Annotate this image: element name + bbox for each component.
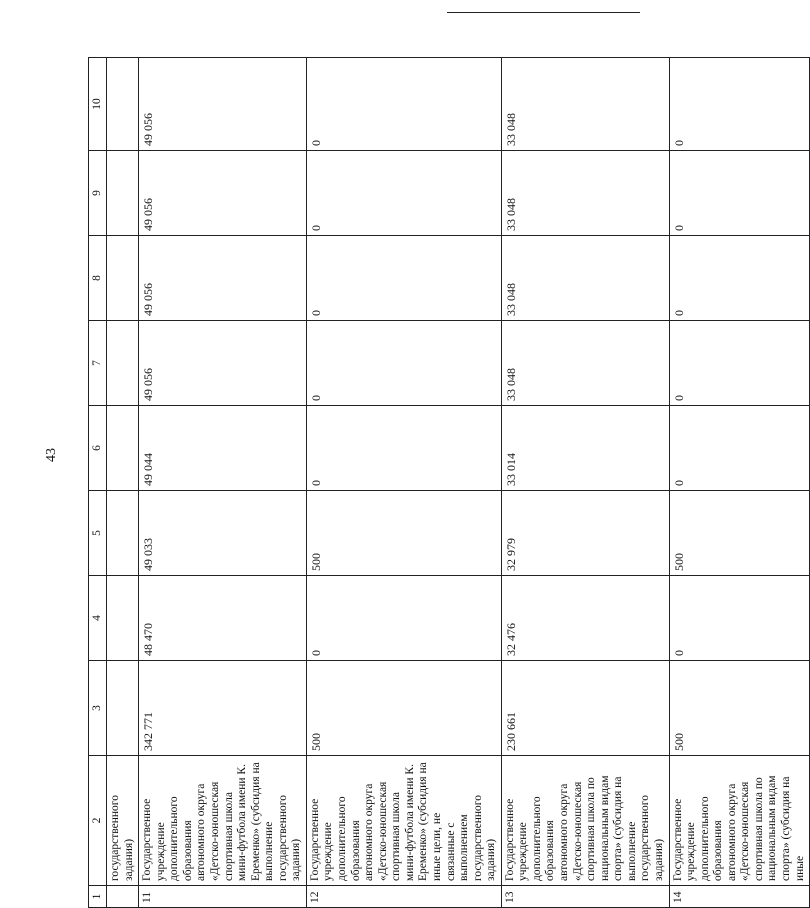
institution-name: Государственное учреждение дополнительного образования автономного округа «Детско-юношеская спортивная школа мини-футбола имени К. Еременко» (субсидия на выполнение государственного задания) (139, 756, 307, 886)
value-cell: 49 033 (139, 491, 307, 576)
header-cell: 3 (89, 661, 107, 756)
top-rule (447, 12, 640, 13)
header-cell: 1 (89, 886, 107, 908)
header-cell: 6 (89, 406, 107, 491)
continuation-text: государственного задания) (107, 756, 139, 886)
value-cell: 500 (669, 661, 810, 756)
header-cell: 4 (89, 576, 107, 661)
value-cell: 0 (669, 406, 810, 491)
value-cell: 49 056 (139, 321, 307, 406)
value-cell: 0 (669, 321, 810, 406)
row-number: 12 (306, 886, 501, 908)
value-cell: 0 (306, 236, 501, 321)
continuation-row (107, 58, 139, 908)
value-cell: 48 470 (139, 576, 307, 661)
value-cell: 0 (669, 236, 810, 321)
row-number: 11 (139, 886, 307, 908)
value-cell: 500 (306, 491, 501, 576)
value-cell: 33 048 (501, 151, 669, 236)
value-cell: 0 (669, 151, 810, 236)
value-cell: 32 979 (501, 491, 669, 576)
value-cell: 32 476 (501, 576, 669, 661)
table-row (139, 58, 307, 908)
value-cell: 0 (306, 576, 501, 661)
header-cell: 5 (89, 491, 107, 576)
value-cell: 0 (669, 576, 810, 661)
header-cell: 2 (89, 756, 107, 886)
value-cell: 0 (669, 58, 810, 151)
header-row (89, 58, 107, 908)
value-cell: 33 014 (501, 406, 669, 491)
budget-table (88, 57, 810, 908)
value-cell: 500 (306, 661, 501, 756)
rotated-table-wrapper (88, 58, 806, 908)
value-cell: 0 (306, 321, 501, 406)
institution-name: Государственное учреждение дополнительного образования автономного округа «Детско-юношеская спортивная школа по национальным видам спорта» (субсидия на выполнение государственного задания) (501, 756, 669, 886)
value-cell: 230 661 (501, 661, 669, 756)
table-row (501, 58, 669, 908)
value-cell: 49 056 (139, 151, 307, 236)
value-cell: 500 (669, 491, 810, 576)
header-cell: 9 (89, 151, 107, 236)
institution-name: Государственное учреждение дополнительного образования автономного округа «Детско-юношеская спортивная школа мини-футбола имени К. Еременко» (субсидия на иные цели, не связанные с выполнением государственного задания) (306, 756, 501, 886)
header-cell: 10 (89, 58, 107, 151)
header-cell: 7 (89, 321, 107, 406)
value-cell: 33 048 (501, 58, 669, 151)
value-cell: 33 048 (501, 321, 669, 406)
value-cell: 0 (306, 406, 501, 491)
table-row (669, 58, 810, 908)
value-cell: 49 056 (139, 58, 307, 151)
value-cell: 0 (306, 58, 501, 151)
value-cell: 0 (306, 151, 501, 236)
value-cell: 49 056 (139, 236, 307, 321)
row-number: 13 (501, 886, 669, 908)
page-number: 43 (44, 448, 59, 462)
value-cell: 49 044 (139, 406, 307, 491)
value-cell: 342 771 (139, 661, 307, 756)
header-cell: 8 (89, 236, 107, 321)
row-number: 14 (669, 886, 810, 908)
table-row (306, 58, 501, 908)
value-cell: 33 048 (501, 236, 669, 321)
institution-name: Государственное учреждение дополнительного образования автономного округа «Детско-юношеская спортивная школа по национальным видам спорта» (субсидия на иные (669, 756, 810, 886)
